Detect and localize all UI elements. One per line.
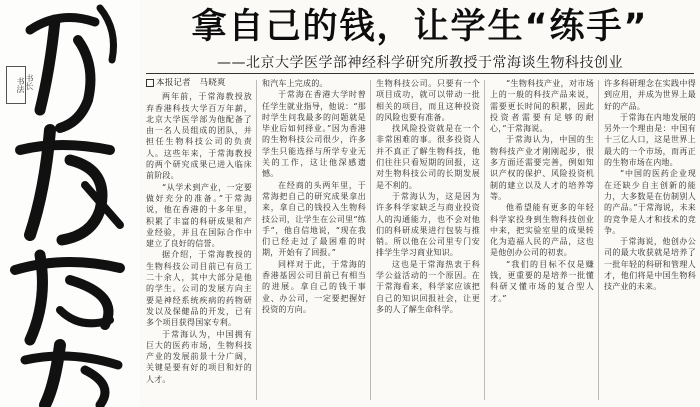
column-paragraph: 同样对于此，于常海的香港基因公司目前已有相当的进展。拿自己的钱干事业、办公司，一定要把握好投资的方向。 (262, 259, 366, 314)
headline-rule (146, 73, 694, 74)
column-paragraph: 找风险投资就是在一个非常困难的事。很多投资人并不真正了解生物科技，他们往往只看短期的回报，这对生物科技公司的长期发展是不利的。 (376, 124, 480, 190)
calligraphy-seal: 书法 (6, 66, 26, 104)
article (140, 0, 700, 407)
article-column-3 (376, 78, 480, 407)
column-divider (598, 80, 599, 400)
byline-text: 本报记者 马晓爽 (156, 78, 226, 88)
column-paragraph: “我们的目标不仅是赚钱，更重要的是培养一批懂科研又懂市场的复合型人才。” (490, 259, 594, 303)
article-subtitle: ——北京大学医学部神经科学研究所教授于常海谈生物科技创业 (217, 55, 623, 71)
column-divider (484, 80, 485, 400)
article-column-1 (146, 78, 252, 407)
calligraphy-seal-sub: 书长 (25, 74, 34, 90)
article-byline (146, 78, 252, 89)
column-paragraph: 于常海在内地发展的另外一个理由是：中国有十三亿人口，这是世界上最大的一个市场，而再正的生物市场在内地。 (604, 112, 696, 168)
column-paragraph: 这也是于常海热衷于科学公益活动的一个原因。在于常海看来，科学家应该把自己的知识回报社会，让更多的人了解生命科学。 (376, 259, 480, 314)
column-paragraph: 于常海说，他创办公司的最大收获就是培养了一批年轻的科研和管理人才，他们将是中国生物科技产业的未来。 (604, 237, 696, 292)
column-paragraph: “生物科技产业，对市场上的一般的科技产品来说，需要更长时间的积累，因此投资者需要有足够的耐心，”于常海说。 (490, 79, 594, 134)
column-paragraph: “从学术到产业，一定要做好充分的准备。”于常海说，他在香港的十多年里，积累了丰富的科研成果和产业经验，并且在国际合作中建立了良好的信誉。 (146, 182, 252, 249)
column-paragraph: 于常海认为，这是因为许多科学家缺乏与商业投资人的沟通能力，也不会对他们的科研成果进行包装与推销。所以他在公司里专门安排学生学习商业知识。 (376, 191, 480, 258)
column-paragraph: 许多科研理念在实践中得到应用，并成为世界上最好的产品。 (604, 79, 696, 111)
calligraphy-panel (0, 0, 140, 407)
column-paragraph: 于常海认为，中国拥有巨大的医药市场，生物科技产业的发展前景十分广阔，关键是要有好的项目和好的人才。 (146, 329, 252, 384)
column-paragraph: 在经商的头两年里，于常海把自己的研究成果拿出来，拿自己的钱投入生物科技公司，让学生在公司里“练手”，他自信地说，“现在我们已经走过了最困难的时期，开始有了回报。” (262, 180, 366, 258)
column-paragraph: 两年前，于常海教授放弃香港科技大学百万年薪，北京大学医学部为他配备了由一名人员组成的团队，并担任生物科技公司的负责人。这些年来，于常海教授的两个研究成果已进入临床前阶段。 (146, 92, 252, 181)
article-headline: 拿自己的钱，让学生“练手” (191, 7, 649, 47)
column-paragraph: 据介绍，于常海教授的生物科技公司目前已有员工二十余人，其中大部分是他的学生。公司的发展方向主要是神经系统疾病的药物研发以及保健品的开发，已有多个项目获得国家专利。 (146, 250, 252, 328)
column-paragraph: 和汽车上完成的。 (262, 79, 328, 88)
column-paragraph: 于常海在香港大学时曾任学生就业指导，他说：“那时学生问我最多的问题就是毕业后如何择业。”因为香港的生物科技公司很少，许多学生只能选择与所学专业无关的工作，这让他深感遗憾。 (262, 90, 366, 179)
column-paragraph: “中国的医药企业现在还缺少自主创新的能力，大多数是在仿制别人的产品。”于常海说，未来的竞争是人才和技术的竞争。 (604, 169, 696, 235)
article-column-2 (262, 78, 366, 407)
column-divider (370, 80, 371, 400)
article-column-5 (604, 78, 696, 407)
byline-box-icon (146, 79, 154, 87)
article-column-4 (490, 78, 594, 407)
column-paragraph: 他希望能有更多的年轻科学家投身到生物科技创业中来，把实验室里的成果转化为造福人民的产品，这也是他创办公司的初衷。 (490, 203, 594, 258)
column-divider (256, 80, 257, 400)
column-paragraph: 于常海认为，中国的生物科技产业才刚刚起步，很多方面还需要完善，例如知识产权的保护、风险投资机制的建立以及人才的培养等等。 (490, 135, 594, 201)
column-paragraph: 生物科技公司。只要有一个项目成功，就可以带动一批相关的项目，而且这种投资的风险也要有准备。 (376, 79, 480, 122)
